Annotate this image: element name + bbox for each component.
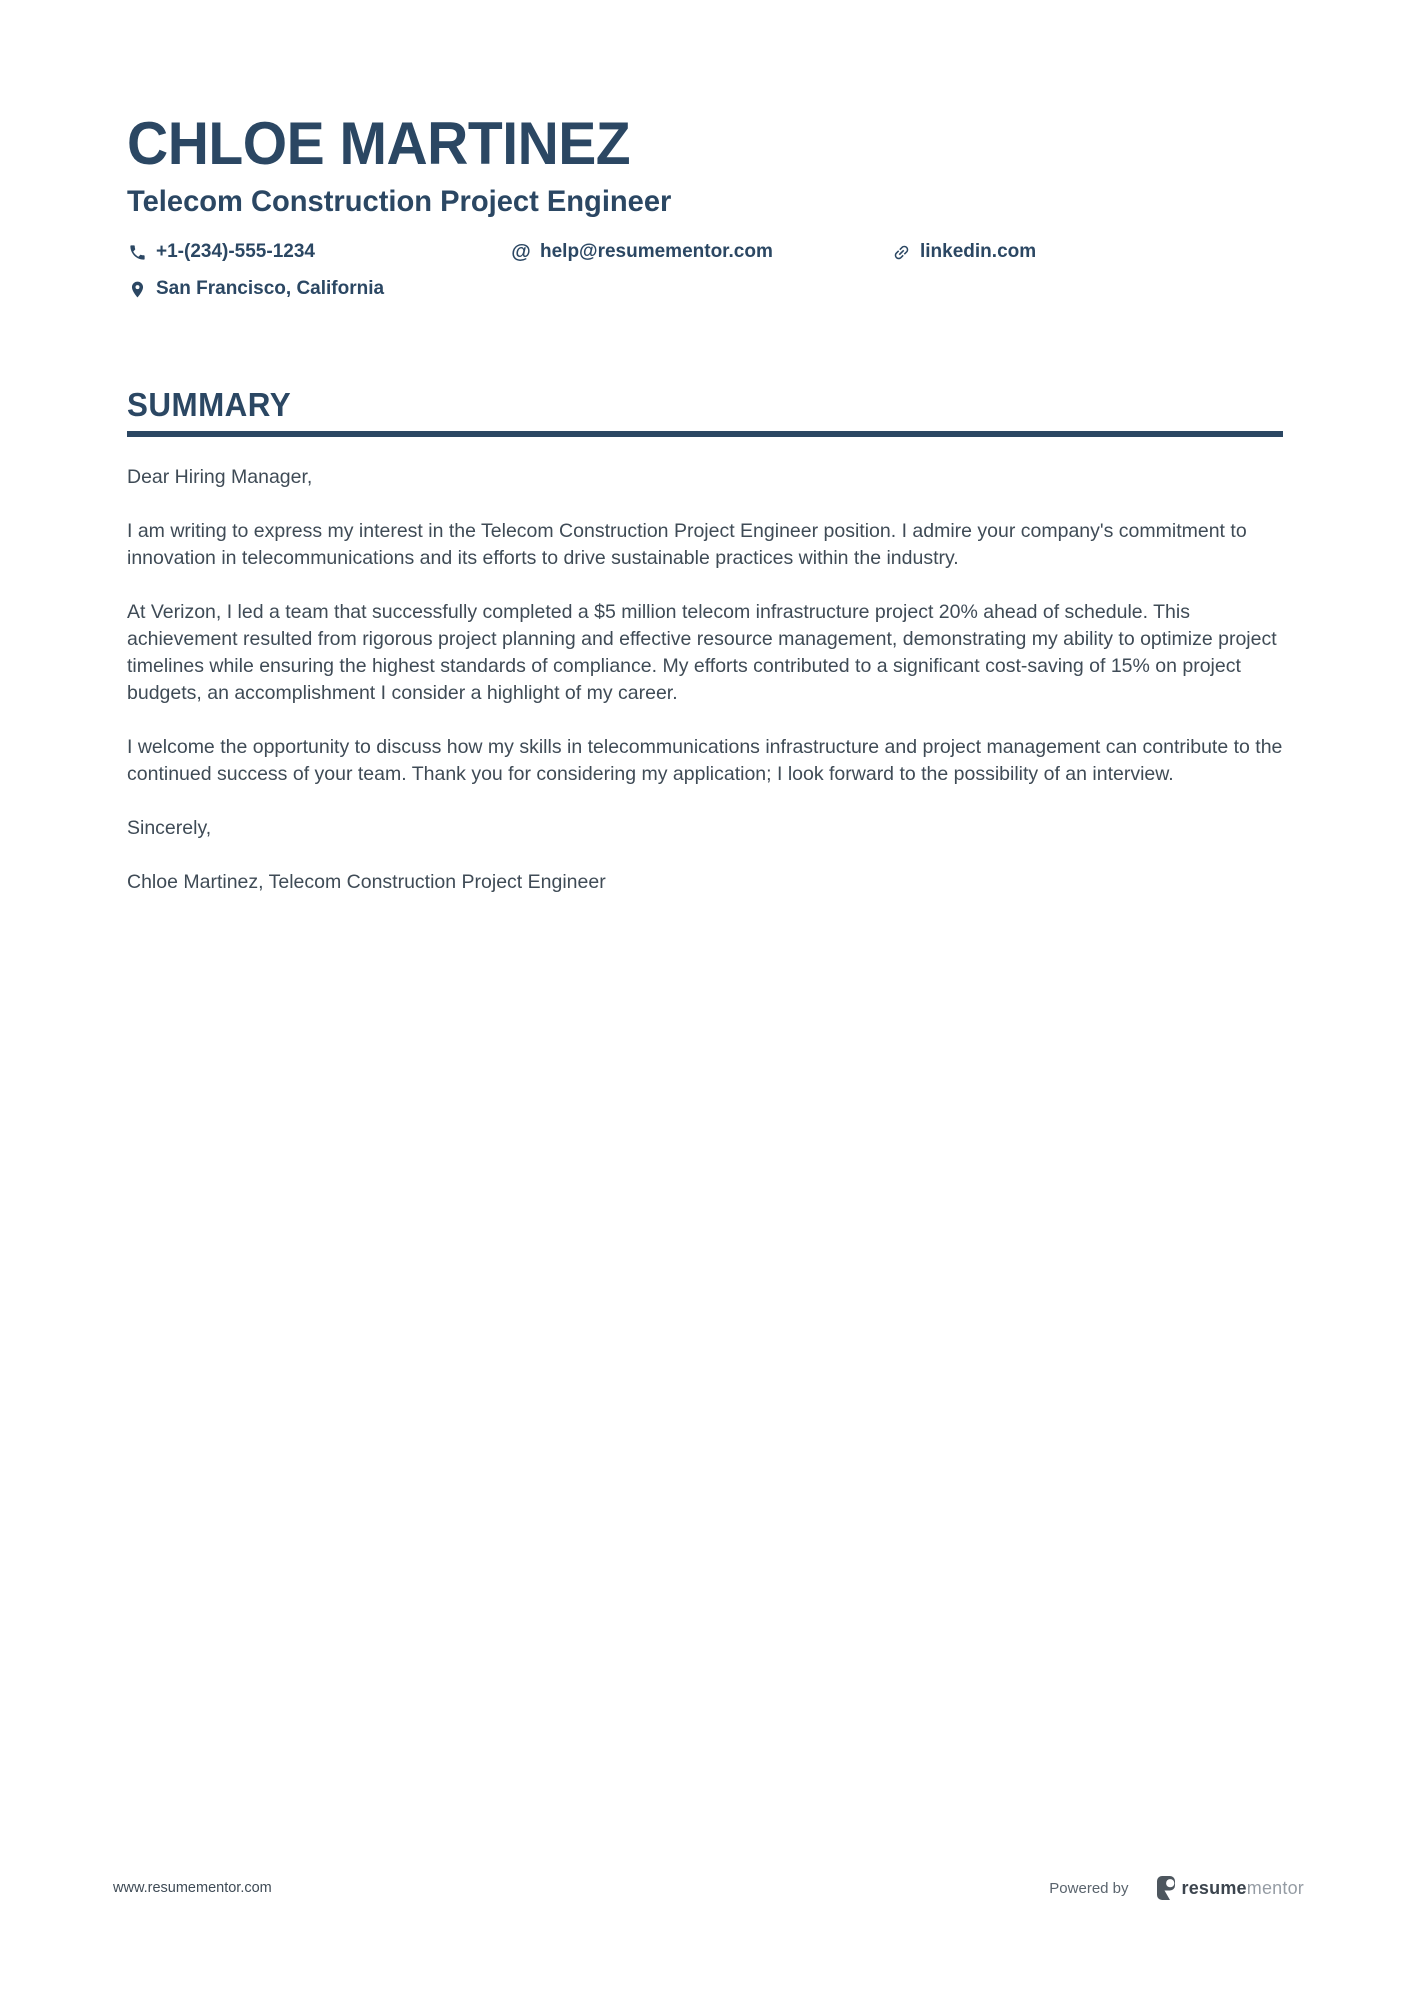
page-footer: [113, 1876, 1304, 1900]
letter-content: [127, 112, 1283, 896]
person-name: CHLOE MARTINEZ: [127, 110, 631, 177]
summary-divider: [127, 431, 1283, 437]
email-address[interactable]: help@resumementor.com: [540, 241, 773, 262]
contact-phone: [127, 241, 511, 263]
logo-text-mentor: mentor: [1246, 1877, 1304, 1898]
letter-paragraph: I am writing to express my interest in the Telecom Construction Project Engineer position. I admire your company's commitment to innovation in telecommunications and its efforts to drive sustainable practices within the industry.: [127, 520, 1247, 569]
letter-paragraph: Dear Hiring Manager,: [127, 466, 313, 488]
contact-row-1: [127, 241, 1283, 263]
phone-number: +1-(234)-555-1234: [156, 241, 315, 262]
contact-email[interactable]: [511, 241, 891, 263]
phone-icon: [127, 242, 147, 262]
location-text: San Francisco, California: [156, 278, 385, 299]
footer-branding: [1049, 1876, 1304, 1900]
powered-by-label: Powered by: [1049, 1879, 1129, 1897]
contact-linkedin[interactable]: [891, 241, 1036, 263]
resumementor-logo[interactable]: [1155, 1876, 1304, 1900]
summary-heading: SUMMARY: [127, 386, 292, 423]
resumementor-logo-text: [1182, 1878, 1304, 1899]
resumementor-logo-icon: [1155, 1876, 1177, 1900]
logo-text-resume: resume: [1181, 1877, 1247, 1898]
letter-paragraph: I welcome the opportunity to discuss how my skills in telecommunications infrastructure and project management can contribute to the continued success of your team. Thank you for considering my application; I look forward to the possibility of an interview.: [127, 736, 1283, 785]
job-title: Telecom Construction Project Engineer: [127, 185, 672, 218]
linkedin-url[interactable]: linkedin.com: [920, 241, 1037, 262]
letter-paragraph: Sincerely,: [127, 817, 212, 839]
link-icon: [891, 242, 911, 262]
contact-row-2: [127, 278, 1283, 300]
location-pin-icon: [127, 279, 147, 299]
letter-paragraph: At Verizon, I led a team that successfully completed a $5 million telecom infrastructure project 20% ahead of schedule. This achievement resulted from rigorous project planning and effective resource management, demonstrating my ability to optimize project timelines while ensuring the highest standards of compliance. My efforts contributed to a significant cost-saving of 15% on project budgets, an accomplishment I consider a highlight of my career.: [127, 601, 1277, 704]
letter-body: [127, 464, 1283, 896]
contact-location: [127, 278, 384, 300]
letter-paragraph: Chloe Martinez, Telecom Construction Project Engineer: [127, 871, 606, 893]
footer-website-link[interactable]: www.resumementor.com: [113, 1880, 272, 1896]
at-icon: @: [511, 241, 531, 263]
